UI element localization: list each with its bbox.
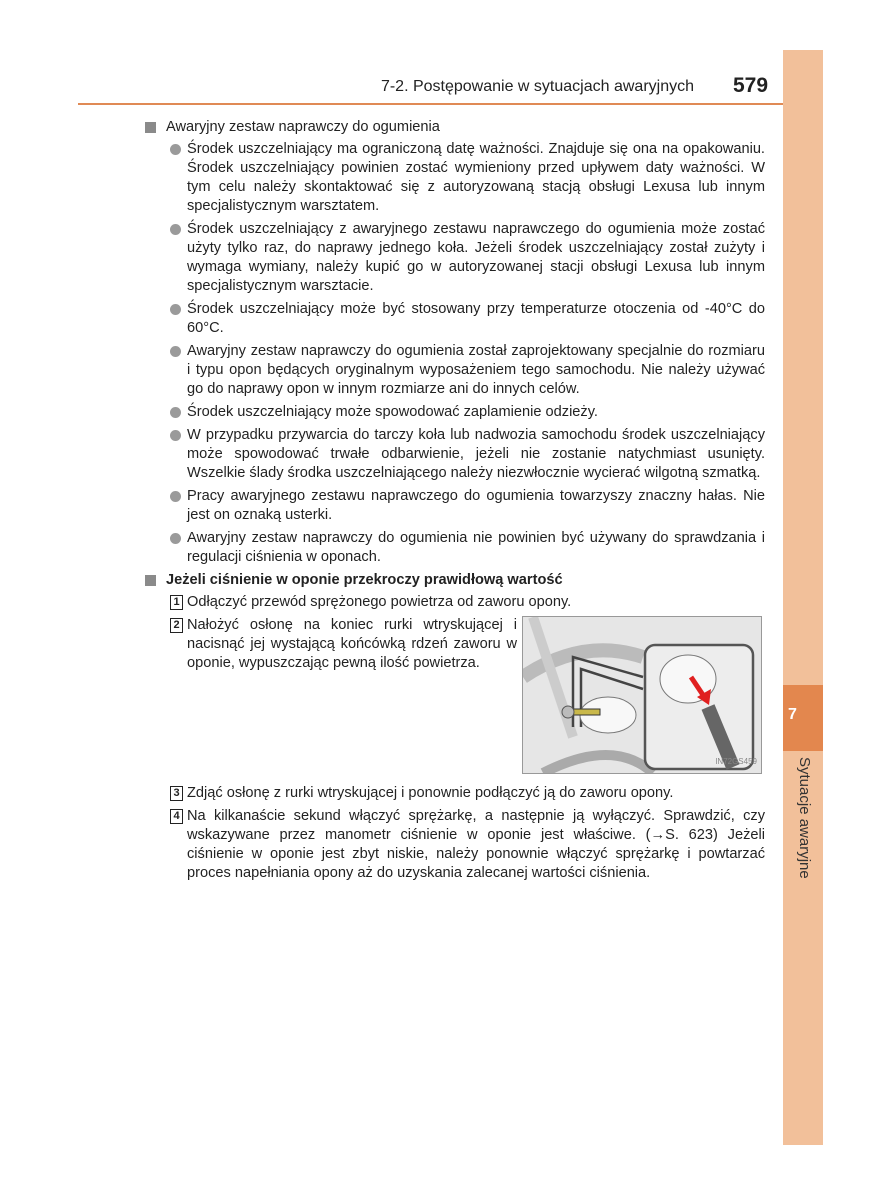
bullet-icon [170, 430, 181, 441]
bullet-icon [170, 144, 181, 155]
square-bullet-icon [145, 575, 156, 586]
bullet-text: Środek uszczelniający z awaryjnego zestawu naprawczego do ogumienia może zostać użyty tylko raz, do naprawy jednego koła. Jeżeli środek uszczelniający został zużyty i wymaga wymiany, należy kupić go w autoryzowanej stacji obsługi Lexusa lub innym specjalistycznym warsztacie. [187, 221, 765, 294]
chapter-side-strip [783, 50, 823, 1145]
bullet-icon [170, 346, 181, 357]
bullet-icon [170, 407, 181, 418]
bullet-icon [170, 491, 181, 502]
list-item [145, 529, 765, 567]
page-content [145, 118, 765, 887]
bullet-text: Środek uszczelniający może być stosowany przy temperaturze otoczenia od -40°C do 60°C. [187, 301, 765, 336]
step-text: Odłączyć przewód sprężonego powietrza od zaworu opony. [187, 594, 572, 610]
section-header: 7-2. Postępowanie w sytuacjach awaryjnych [380, 78, 694, 95]
bullet-icon [170, 224, 181, 235]
bullet-text: Środek uszczelniający może spowodować zaplamienie odzieży. [187, 404, 598, 420]
list-item [145, 220, 765, 296]
heading-text: Awaryjny zestaw naprawczy do ogumienia [166, 119, 440, 135]
bullet-text: Awaryjny zestaw naprawczy do ogumienia został zaprojektowany specjalnie do rozmiaru i typu opon będących oryginalnym wyposażeniem tego samochodu. Nie należy używać go do naprawy opon w innym rozmiarze ani do innych celów. [187, 343, 765, 397]
step-number: 4 [170, 809, 183, 824]
step-number: 2 [170, 618, 183, 633]
section-heading [145, 118, 765, 137]
bullet-text: Środek uszczelniający ma ograniczoną datę ważności. Znajduje się ona na opakowaniu. Środek uszczelniający powinien zostać wymieniony przed upływem daty ważności. W tym celu należy skontaktować się z autoryzowaną stacją obsługi Lexusa lub innym specjalistycznym warsztatem. [187, 141, 765, 214]
square-bullet-icon [145, 122, 156, 133]
step-text: Na kilkanaście sekund włączyć sprężarkę, a następnie ją wyłączyć. Sprawdzić, czy wskazywane przez manometr ciśnienie w oponie jest właściwe. (→S. 623) Jeżeli ciśnienie w oponie jest zbyt niskie, należy ponownie włączyć sprężarkę i powtarzać proces napełniania opony aż do uzyskania zalecanej wartości ciśnienia. [187, 808, 765, 881]
bullet-text: W przypadku przywarcia do tarczy koła lub nadwozia samochodu środek uszczelniający może spowodować trwałe odbarwienie, jeżeli nie zostanie natychmiast usunięty. Wszelkie ślady środka uszczelniającego należy niezwłocznie wycierać wilgotną szmatką. [187, 427, 765, 481]
figure-code: IN72GS459 [715, 757, 757, 766]
heading-text: Jeżeli ciśnienie w oponie przekroczy prawidłową wartość [166, 572, 563, 588]
step-item [145, 784, 765, 803]
valve-illustration [522, 616, 762, 774]
list-item [145, 300, 765, 338]
list-item [145, 487, 765, 525]
bullet-icon [170, 533, 181, 544]
step-number: 3 [170, 786, 183, 801]
page-number: 579 [733, 74, 769, 97]
bullet-text: Awaryjny zestaw naprawczy do ogumienia nie powinien być używany do sprawdzania i regulacji ciśnienia w oponach. [187, 530, 765, 565]
step-text: Nałożyć osłonę na koniec rurki wtryskującej i nacisnąć jej wystającą końcówką rdzeń zaworu w oponie, wypuszczając pewną ilość powietrza. [187, 617, 517, 671]
step-item [145, 616, 517, 780]
step-number: 1 [170, 595, 183, 610]
bullet-text: Pracy awaryjnego zestawu naprawczego do ogumienia towarzyszy znaczny hałas. Nie jest on oznaką usterki. [187, 488, 765, 523]
header-rule [78, 103, 783, 105]
step-item [145, 593, 765, 612]
section-heading [145, 571, 765, 590]
list-item [145, 403, 765, 422]
step-item [145, 807, 765, 883]
list-item [145, 426, 765, 483]
list-item [145, 342, 765, 399]
chapter-number: 7 [788, 706, 797, 723]
step-text: Zdjąć osłonę z rurki wtryskującej i ponownie podłączyć ją do zaworu opony. [187, 785, 674, 801]
illustration-svg [523, 617, 761, 773]
chapter-label: Sytuacje awaryjne [796, 757, 813, 879]
bullet-icon [170, 304, 181, 315]
list-item [145, 140, 765, 216]
